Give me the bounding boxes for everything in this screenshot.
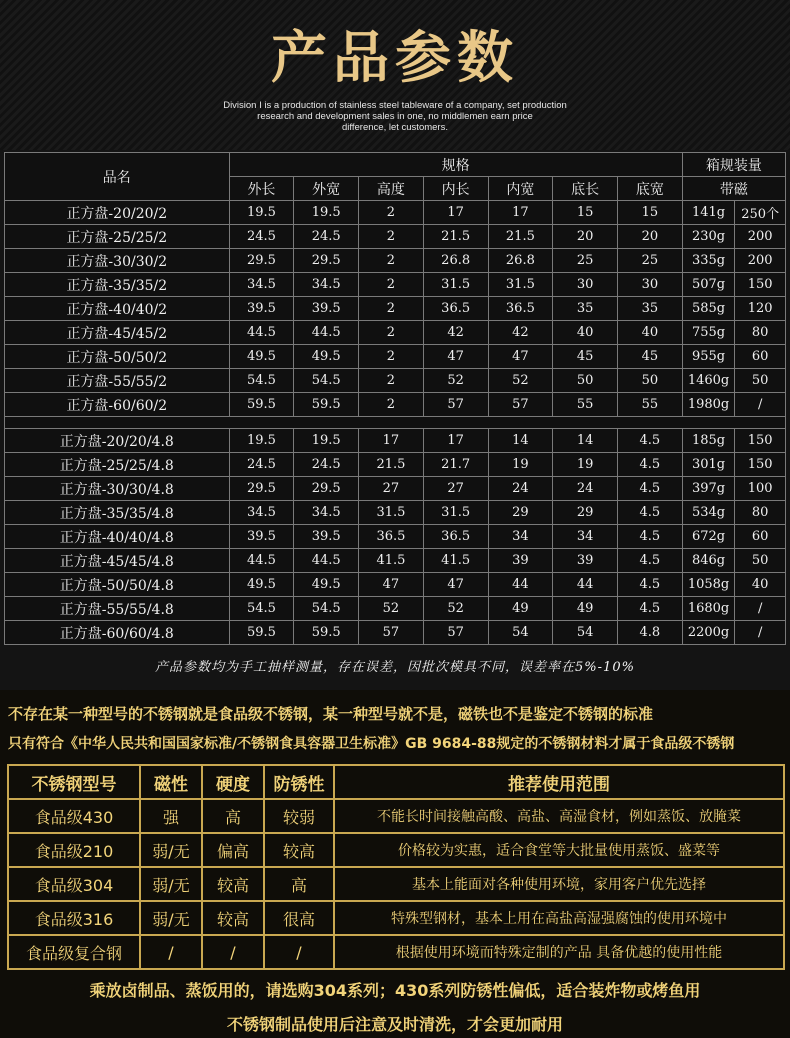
table-cell: 44.5 [294,549,359,573]
table-row [5,201,786,225]
product-name-cell: 正方盘-40/40/4.8 [5,525,230,549]
steel-grade-cell: 食品级复合钢 [8,935,140,969]
table-row [5,297,786,321]
steel-header: 硬度 [202,765,264,799]
steel-cell: 较弱 [264,799,334,833]
subtitle-line: Division I is a production of stainless steel tableware of a company, set production [223,100,567,111]
table-cell: 59.5 [229,393,294,417]
table-cell: 21.5 [359,453,424,477]
table-cell: 14 [488,429,553,453]
table-cell: 39.5 [229,297,294,321]
steel-cell: 弱/无 [140,901,202,935]
table-cell: 507g [682,273,735,297]
table-cell: 26.8 [488,249,553,273]
table-cell: 15 [553,201,618,225]
table-cell: 15 [617,201,682,225]
table-cell: 36.5 [359,525,424,549]
footer-line-1: 乘放卤制品、蒸饭用的，请选购304系列；430系列防锈性偏低，适合装炸物或烤鱼用 [89,981,701,1000]
table-cell: 2 [359,225,424,249]
table-cell: 29.5 [229,477,294,501]
table-cell: 755g [682,321,735,345]
table-row [5,249,786,273]
table-cell: 54 [488,621,553,645]
steel-row [8,901,784,935]
table-cell: 200 [735,249,786,273]
product-name-cell: 正方盘-50/50/4.8 [5,573,230,597]
product-name-cell: 正方盘-55/55/2 [5,369,230,393]
table-cell: 34.5 [294,501,359,525]
table-cell: 24 [553,477,618,501]
steel-row [8,799,784,833]
table-cell: 2 [359,273,424,297]
table-cell: 50 [617,369,682,393]
table-cell: / [735,393,786,417]
table-cell: 534g [682,501,735,525]
table-row [5,369,786,393]
table-row [5,273,786,297]
product-name-cell: 正方盘-45/45/2 [5,321,230,345]
table-cell: 54.5 [229,369,294,393]
steel-cell: 较高 [202,867,264,901]
table-cell: 39 [488,549,553,573]
table-cell: 17 [423,201,488,225]
table-cell: 36.5 [488,297,553,321]
steel-cell: / [140,935,202,969]
product-name-cell: 正方盘-35/35/4.8 [5,501,230,525]
steel-cell: 弱/无 [140,833,202,867]
table-cell: 2 [359,201,424,225]
table-cell: 955g [682,345,735,369]
table-row [5,501,786,525]
steel-grade-cell: 食品级304 [8,867,140,901]
table-cell: 42 [488,321,553,345]
table-cell: 150 [735,273,786,297]
table-cell: 19.5 [294,429,359,453]
table-cell: 49 [488,597,553,621]
page-title: 产品参数 [271,26,519,91]
table-cell: 1460g [682,369,735,393]
table-cell: 25 [553,249,618,273]
table-cell: 40 [617,321,682,345]
info-line-2: 只有符合《中华人民共和国国家标准/不锈钢食具容器卫生标准》GB 9684-88规定的不锈钢材料才属于食品级不锈钢 [8,736,735,752]
column-header: 内宽 [488,177,553,201]
table-cell: 4.5 [617,597,682,621]
group-separator [5,417,786,429]
name-header: 品名 [5,153,230,201]
table-cell: 24.5 [229,225,294,249]
table-cell: 19 [553,453,618,477]
table-cell: 250个 [735,201,786,225]
table-cell: 57 [423,393,488,417]
subtitle-line: difference, let customers. [342,122,448,133]
table-cell: 59.5 [229,621,294,645]
steel-row [8,833,784,867]
table-cell: 24.5 [294,225,359,249]
table-row [5,393,786,417]
table-cell: 397g [682,477,735,501]
steel-grade-cell: 食品级430 [8,799,140,833]
table-cell: 19 [488,453,553,477]
table-cell: 301g [682,453,735,477]
steel-cell: 基本上能面对各种使用环境，家用客户优先选择 [334,867,784,901]
table-cell: 39.5 [229,525,294,549]
box-header: 箱规装量 [682,153,785,177]
table-cell: 50 [735,369,786,393]
table-cell: 21.5 [488,225,553,249]
product-name-cell: 正方盘-30/30/4.8 [5,477,230,501]
product-name-cell: 正方盘-35/35/2 [5,273,230,297]
steel-cell: 特殊型钢材，基本上用在高盐高湿强腐蚀的使用环境中 [334,901,784,935]
table-cell: 27 [423,477,488,501]
table-row [5,549,786,573]
table-cell: 40 [553,321,618,345]
table-cell: 27 [359,477,424,501]
table-cell: 44 [488,573,553,597]
steel-cell: 不能长时间接触高酸、高盐、高湿食材，例如蒸饭、放腌菜 [334,799,784,833]
table-cell: 31.5 [423,501,488,525]
table-cell: 40 [735,573,786,597]
table-cell: 47 [359,573,424,597]
table-cell: 36.5 [423,525,488,549]
table-cell: 21.7 [423,453,488,477]
steel-header: 防锈性 [264,765,334,799]
table-cell: 57 [423,621,488,645]
product-name-cell: 正方盘-25/25/2 [5,225,230,249]
table-cell: 19.5 [294,201,359,225]
steel-cell: 根据使用环境而特殊定制的产品 具备优越的使用性能 [334,935,784,969]
table-cell: 335g [682,249,735,273]
steel-cell: 高 [264,867,334,901]
table-cell: 230g [682,225,735,249]
column-header: 内长 [423,177,488,201]
table-cell: 100 [735,477,786,501]
table-cell: 150 [735,453,786,477]
steel-cell: / [264,935,334,969]
table-row [5,477,786,501]
table-cell: 60 [735,345,786,369]
table-cell: 2 [359,369,424,393]
table-cell: 4.5 [617,501,682,525]
table-cell: 2 [359,297,424,321]
table-cell: 29.5 [229,249,294,273]
table-cell: / [735,621,786,645]
steel-cell: 弱/无 [140,867,202,901]
footer-line-2: 不锈钢制品使用后注意及时清洗，才会更加耐用 [226,1015,563,1034]
table-cell: 20 [617,225,682,249]
table-cell: 41.5 [423,549,488,573]
table-cell: 47 [423,345,488,369]
table-cell: 47 [488,345,553,369]
column-header: 底长 [553,177,618,201]
table-cell: 35 [617,297,682,321]
product-name-cell: 正方盘-40/40/2 [5,297,230,321]
table-cell: 49.5 [294,573,359,597]
table-cell: 60 [735,525,786,549]
column-header: 底宽 [617,177,682,201]
table-cell: 24.5 [294,453,359,477]
table-cell: 52 [359,597,424,621]
table-cell: 36.5 [423,297,488,321]
steel-cell: 偏高 [202,833,264,867]
table-cell: 21.5 [423,225,488,249]
table-cell: 200 [735,225,786,249]
table-row [5,321,786,345]
table-cell: 120 [735,297,786,321]
table-cell: 80 [735,501,786,525]
table-cell: 34 [488,525,553,549]
table-cell: 585g [682,297,735,321]
table-cell: 54.5 [229,597,294,621]
table-cell: 34.5 [229,501,294,525]
steel-cell: 较高 [202,901,264,935]
table-cell: 49.5 [294,345,359,369]
table-cell: 2 [359,249,424,273]
steel-cell: 很高 [264,901,334,935]
table-cell: 672g [682,525,735,549]
table-cell: 39 [553,549,618,573]
product-name-cell: 正方盘-25/25/4.8 [5,453,230,477]
table-cell: 57 [359,621,424,645]
steel-grade-cell: 食品级210 [8,833,140,867]
steel-header: 不锈钢型号 [8,765,140,799]
table-cell: 2200g [682,621,735,645]
table-row [5,345,786,369]
table-cell: 1058g [682,573,735,597]
table-cell: 1680g [682,597,735,621]
product-name-cell: 正方盘-60/60/2 [5,393,230,417]
table-cell: 4.5 [617,525,682,549]
column-header: 外长 [229,177,294,201]
column-header: 外宽 [294,177,359,201]
steel-cell: 高 [202,799,264,833]
table-cell: 41.5 [359,549,424,573]
table-cell: 52 [423,597,488,621]
table-row [5,621,786,645]
table-cell: 45 [617,345,682,369]
table-cell: 17 [423,429,488,453]
steel-header: 推荐使用范围 [334,765,784,799]
table-cell: 39.5 [294,525,359,549]
product-name-cell: 正方盘-55/55/4.8 [5,597,230,621]
product-name-cell: 正方盘-30/30/2 [5,249,230,273]
table-cell: 24.5 [229,453,294,477]
table-cell: 17 [359,429,424,453]
table-cell: 24 [488,477,553,501]
table-cell: 44.5 [229,321,294,345]
steel-header: 磁性 [140,765,202,799]
table-cell: 34.5 [294,273,359,297]
table-cell: 57 [488,393,553,417]
table-cell: 59.5 [294,621,359,645]
table-cell: 54.5 [294,597,359,621]
spec-header: 规格 [229,153,682,177]
table-cell: 34.5 [229,273,294,297]
table-cell: 4.5 [617,573,682,597]
table-cell: 29.5 [294,249,359,273]
table-cell: 185g [682,429,735,453]
table-cell: 25 [617,249,682,273]
product-name-cell: 正方盘-20/20/2 [5,201,230,225]
table-cell: 2 [359,321,424,345]
table-cell: 4.5 [617,477,682,501]
steel-cell: / [202,935,264,969]
table-row [5,573,786,597]
product-name-cell: 正方盘-60/60/4.8 [5,621,230,645]
table-cell: 49 [553,597,618,621]
table-row [5,597,786,621]
table-cell: 2 [359,345,424,369]
table-cell: 54 [553,621,618,645]
table-row [5,525,786,549]
table-cell: 29.5 [294,477,359,501]
steel-cell: 较高 [264,833,334,867]
table-cell: 34 [553,525,618,549]
table-cell: 19.5 [229,429,294,453]
table-cell: 29 [488,501,553,525]
table-row [5,453,786,477]
table-cell: 17 [488,201,553,225]
table-cell: 4.8 [617,621,682,645]
box-sub-header: 带磁 [682,177,785,201]
steel-row [8,867,784,901]
table-cell: 52 [423,369,488,393]
table-cell: 846g [682,549,735,573]
table-cell: 20 [553,225,618,249]
spec-table [4,152,786,645]
steel-cell: 价格较为实惠，适合食堂等大批量使用蒸饭、盛菜等 [334,833,784,867]
table-cell: 1980g [682,393,735,417]
table-cell: 30 [553,273,618,297]
table-cell: 4.5 [617,429,682,453]
table-cell: 44 [553,573,618,597]
table-cell: 50 [735,549,786,573]
table-cell: 141g [682,201,735,225]
table-cell: / [735,597,786,621]
table-cell: 44.5 [229,549,294,573]
table-cell: 49.5 [229,573,294,597]
table-cell: 55 [617,393,682,417]
table-cell: 14 [553,429,618,453]
product-name-cell: 正方盘-50/50/2 [5,345,230,369]
table-row [5,225,786,249]
product-name-cell: 正方盘-20/20/4.8 [5,429,230,453]
info-line-1: 不存在某一种型号的不锈钢就是食品级不锈钢，某一种型号就不是，磁铁也不是鉴定不锈钢的标准 [8,705,654,723]
steel-row [8,935,784,969]
table-cell: 150 [735,429,786,453]
table-row [5,429,786,453]
table-cell: 80 [735,321,786,345]
subtitle-line: research and development sales in one, no middlemen earn price [257,111,533,122]
steel-table [7,764,785,970]
measurement-note: 产品参数均为手工抽样测量，存在误差，因批次模具不同，误差率在5%-10% [155,660,635,675]
table-cell: 54.5 [294,369,359,393]
table-cell: 4.5 [617,453,682,477]
table-cell: 39.5 [294,297,359,321]
table-cell: 31.5 [359,501,424,525]
table-cell: 29 [553,501,618,525]
steel-cell: 强 [140,799,202,833]
steel-grade-cell: 食品级316 [8,901,140,935]
product-name-cell: 正方盘-45/45/4.8 [5,549,230,573]
column-header: 高度 [359,177,424,201]
table-cell: 44.5 [294,321,359,345]
table-cell: 4.5 [617,549,682,573]
table-cell: 50 [553,369,618,393]
table-cell: 35 [553,297,618,321]
table-cell: 49.5 [229,345,294,369]
table-cell: 19.5 [229,201,294,225]
table-cell: 55 [553,393,618,417]
table-cell: 59.5 [294,393,359,417]
table-cell: 30 [617,273,682,297]
table-cell: 52 [488,369,553,393]
table-cell: 45 [553,345,618,369]
subtitle [0,100,790,133]
table-cell: 31.5 [423,273,488,297]
table-cell: 47 [423,573,488,597]
table-cell: 2 [359,393,424,417]
table-cell: 26.8 [423,249,488,273]
table-cell: 31.5 [488,273,553,297]
table-cell: 42 [423,321,488,345]
